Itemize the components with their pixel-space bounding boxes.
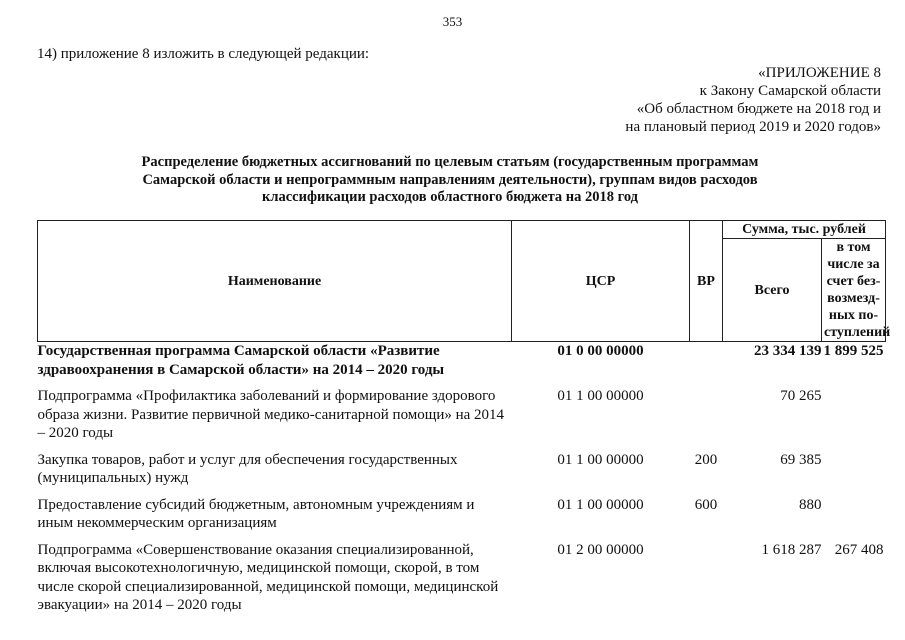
header-vr: ВР xyxy=(690,221,723,342)
title-line-2: Самарской области и непрограммным направлениям деятельности), группам видов расходов xyxy=(142,171,758,188)
row-vr xyxy=(690,387,723,443)
row-csr: 01 1 00 00000 xyxy=(557,496,644,513)
title-line-1: Распределение бюджетных ассигнований по целевым статьям (государственным программам xyxy=(141,154,759,170)
table-row xyxy=(38,451,886,488)
row-name: Государственная программа Самарской области «Развитие здравоохранения в Самарской области» на 2014 – 2020 годы xyxy=(37,343,445,378)
table-header xyxy=(38,221,891,342)
row-gratuitous: 1 899 525 xyxy=(823,343,884,359)
row-csr: 01 0 00 00000 xyxy=(557,343,644,359)
row-name: Подпрограмма «Совершенствование оказания специализированной, включая высокотехнологичную, медицинской помощи, скорой, в том числе скорой специализированной, медицинской помощи, медицинской эвакуации» на 2014 – 2020 годы xyxy=(37,541,499,613)
table-row xyxy=(38,387,886,443)
row-csr: 01 1 00 00000 xyxy=(557,388,644,404)
row-gratuitous xyxy=(822,387,886,443)
appendix-line-4: на плановый период 2019 и 2020 годов» xyxy=(625,119,881,135)
document-title xyxy=(80,154,820,207)
appendix-header xyxy=(625,64,881,136)
row-vr: 200 xyxy=(694,451,718,468)
row-vr: 600 xyxy=(694,496,718,513)
row-csr: 01 1 00 00000 xyxy=(557,451,644,468)
row-vr xyxy=(690,541,723,615)
row-gratuitous xyxy=(822,496,886,533)
page-number: 353 xyxy=(442,14,463,29)
row-total: 880 xyxy=(799,496,822,513)
header-total: Всего xyxy=(723,239,822,342)
row-gratuitous: 267 408 xyxy=(834,541,884,558)
row-total: 70 265 xyxy=(780,388,822,404)
row-gratuitous xyxy=(822,451,886,488)
appendix-line-1: «ПРИЛОЖЕНИЕ 8 xyxy=(758,65,881,81)
table-row xyxy=(38,342,886,380)
header-gratuitous: в том числе за счет без-возмезд-ных по-ступлений xyxy=(822,239,886,342)
header-sum: Сумма, тыс. рублей xyxy=(723,221,886,239)
row-name: Закупка товаров, работ и услуг для обеспечения государственных (муниципальных) нужд xyxy=(37,451,458,486)
row-total: 1 618 287 xyxy=(761,541,822,558)
row-name: Подпрограмма «Профилактика заболеваний и формирование здорового образа жизни. Развитие первичной медико-санитарной помощи» на 2014 – 2020 годы xyxy=(37,388,505,441)
row-vr xyxy=(690,342,723,380)
row-total: 23 334 139 xyxy=(754,343,822,359)
header-csr: ЦСР xyxy=(512,221,690,342)
row-total: 69 385 xyxy=(780,451,822,468)
appendix-line-3: «Об областном бюджете на 2018 год и xyxy=(636,101,881,117)
header-name: Наименование xyxy=(38,221,512,342)
intro-text: 14) приложение 8 изложить в следующей редакции: xyxy=(37,46,370,62)
title-line-3: классификации расходов областного бюджета на 2018 год xyxy=(262,189,638,205)
appendix-line-2: к Закону Самарской области xyxy=(699,83,881,99)
row-csr: 01 2 00 00000 xyxy=(557,541,644,558)
budget-table xyxy=(37,220,891,615)
table-row xyxy=(38,541,886,615)
table-row xyxy=(38,496,886,533)
row-name: Предоставление субсидий бюджетным, автономным учреждениям и иным некоммерческим организациям xyxy=(37,496,475,531)
